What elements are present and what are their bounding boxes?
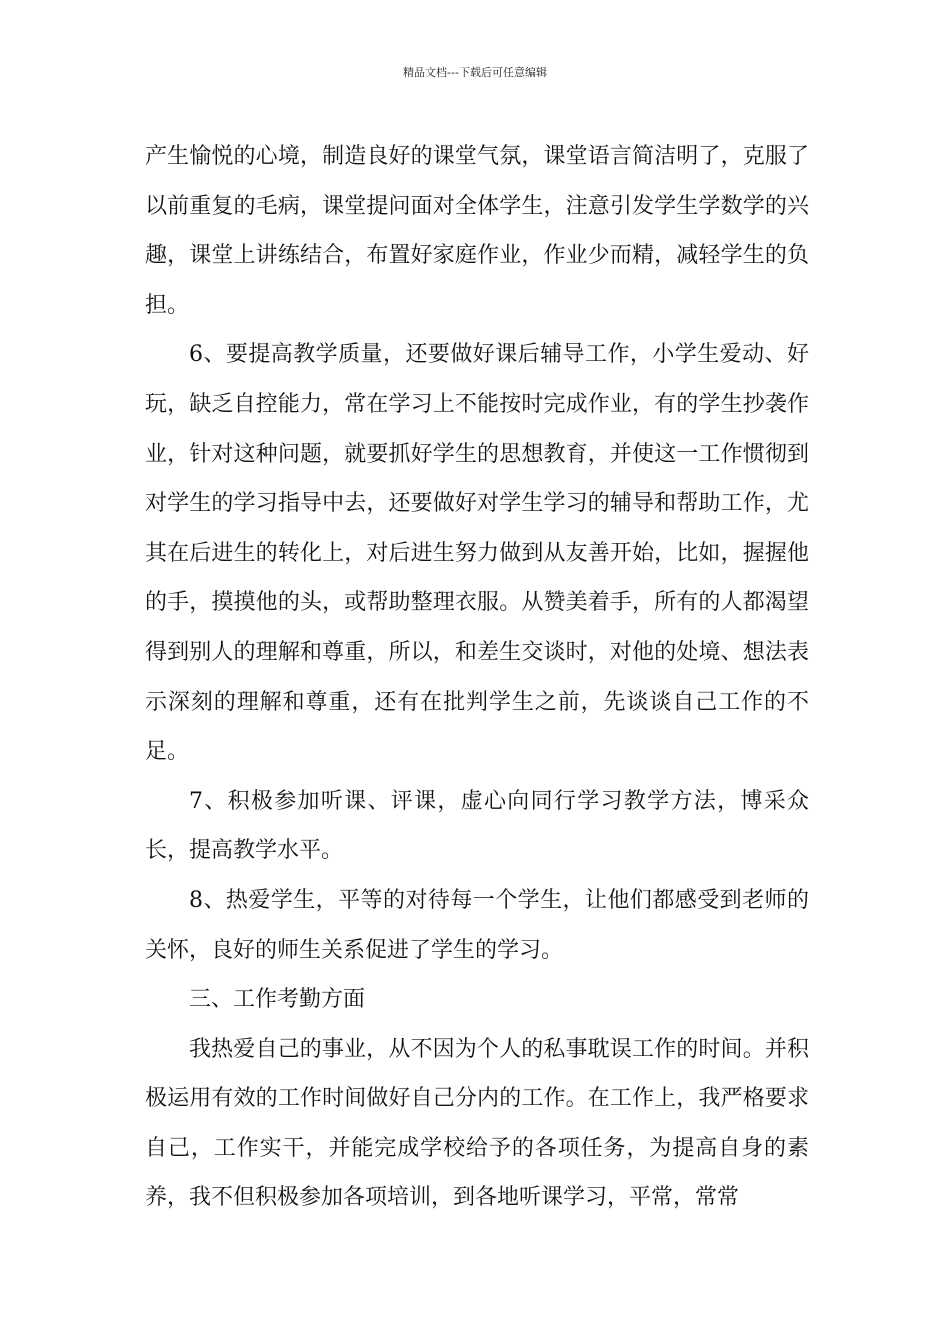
paragraph-item-7: 7、积极参加听课、评课，虚心向同行学习教学方法，博采众长，提高教学水平。 <box>145 788 809 864</box>
section-heading-attendance: 三、工作考勤方面 <box>189 987 366 1013</box>
page-header: 精品文档---下载后可任意编辑 <box>403 66 547 79</box>
paragraph-item-6: 6、要提高教学质量，还要做好课后辅导工作，小学生爱动、好玩，缺乏自控能力，常在学习上不能按时完成作业，有的学生抄袭作业，针对这种问题，就要抓好学生的思想教育，并使这一工作惯彻到对学生的学习指导中去，还要做好对学生学习的辅导和帮助工作，尤其在后进生的转化上，对后进生努力做到从友善开始，比如，握握他的手，摸摸他的头，或帮助整理衣服。从赞美着手，所有的人都渴望得到别人的理解和尊重，所以，和差生交谈时，对他的处境、想法表示深刻的理解和尊重，还有在批判学生之前，先谈谈自己工作的不足。 <box>145 342 809 765</box>
paragraph-item-8: 8、热爱学生，平等的对待每一个学生，让他们都感受到老师的关怀，良好的师生关系促进了学生的学习。 <box>145 887 809 963</box>
document-body <box>145 132 809 1223</box>
paragraph-attendance: 我热爱自己的事业，从不因为个人的私事耽误工作的时间。并积极运用有效的工作时间做好自己分内的工作。在工作上，我严格要求自己，工作实干，并能完成学校给予的各项任务，为提高自身的素养，我不但积极参加各项培训，到各地听课学习，平常，常常 <box>145 1036 809 1211</box>
paragraph-continued: 产生愉悦的心境，制造良好的课堂气氛，课堂语言简洁明了，克服了以前重复的毛病，课堂提问面对全体学生，注意引发学生学数学的兴趣，课堂上讲练结合，布置好家庭作业，作业少而精，减轻学生的负担。 <box>145 144 809 318</box>
